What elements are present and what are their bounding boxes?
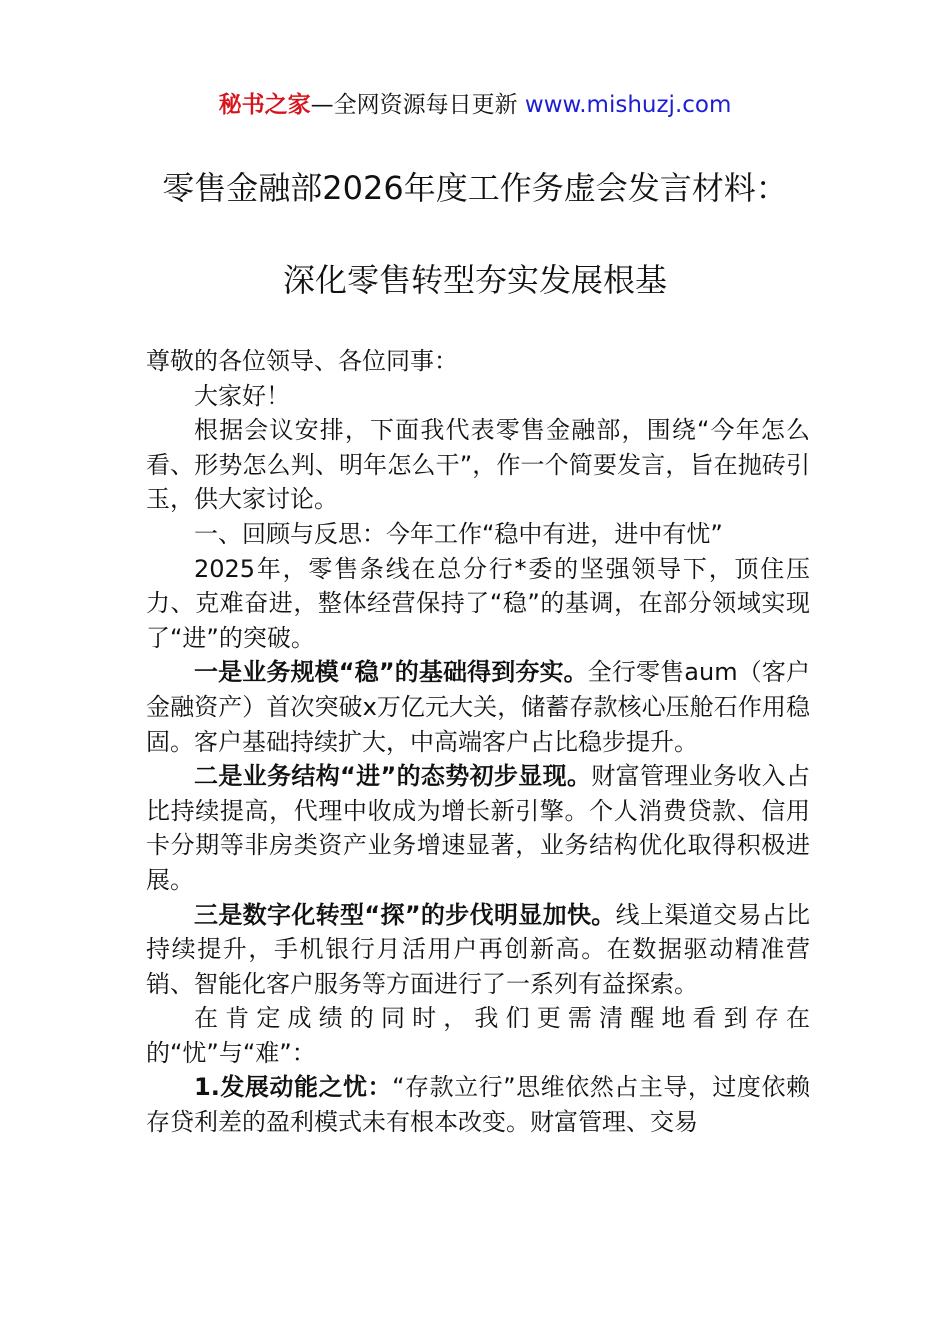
intro-paragraph: 根据会议安排，下面我代表零售金融部，围绕“今年怎么看、形势怎么判、明年怎么干”，作一个简要发言，旨在抛砖引玉，供大家讨论。 — [146, 416, 810, 514]
point3-heading: 三是数字化转型“探”的步伐明显加快。 — [194, 900, 616, 929]
point1-text: 全行零售aum（客户金融资产）首次突破x万亿元大关，储蓄存款核心压舱石作用稳固。客户基础持续扩大，中高端客户占比稳步提升。 — [146, 658, 810, 756]
worry1-text: “存款立行”思维依然占主导，过度依赖存贷利差的盈利模式未有根本改变。财富管理、交易 — [146, 1073, 810, 1137]
brand-name: 秘书之家 — [218, 92, 311, 118]
section1-paragraph: 2025年，零售条线在总分行*委的坚强领导下，顶住压力、克难奋进，整体经营保持了“稳”的基调，在部分领域实现了“进”的突破。 — [146, 554, 810, 652]
header-tagline: —全网资源每日更新 — [310, 92, 518, 118]
point1-heading: 一是业务规模“稳”的基础得到夯实。 — [194, 658, 588, 687]
point2-text: 财富管理业务收入占比持续提高，代理中收成为增长新引擎。个人消费贷款、信用卡分期等非房类资产业务增速显著，业务结构优化取得积极进展。 — [146, 762, 811, 894]
worry1-heading: 1.发展动能之忧： — [194, 1073, 393, 1102]
point2-heading: 二是业务结构“进”的态势初步显现。 — [194, 762, 592, 791]
site-url-link[interactable]: www.mishuzj.com — [524, 92, 732, 118]
section1-heading: 一、回顾与反思：今年工作“稳中有进，进中有忧” — [194, 519, 723, 548]
greeting: 大家好！ — [194, 381, 290, 410]
site-header — [0, 88, 950, 122]
document-title-line1: 零售金融部2026年度工作务虚会发言材料： — [162, 169, 788, 207]
point3-text: 线上渠道交易占比持续提升，手机银行月活用户再创新高。在数据驱动精准营销、智能化客户服务等方面进行了一系列有益探索。 — [146, 900, 811, 998]
transition-paragraph: 在肯定成绩的同时，我们更需清醒地看到存在的“忧”与“难”： — [146, 1004, 810, 1067]
document-body — [146, 344, 810, 1140]
worry1-paragraph — [146, 1070, 810, 1139]
document-title-line2: 深化零售转型夯实发展根基 — [282, 261, 667, 299]
point2-paragraph — [146, 759, 810, 897]
point3-paragraph — [146, 898, 810, 1002]
salutation: 尊敬的各位领导、各位同事： — [146, 347, 458, 375]
point1-paragraph — [146, 655, 810, 759]
